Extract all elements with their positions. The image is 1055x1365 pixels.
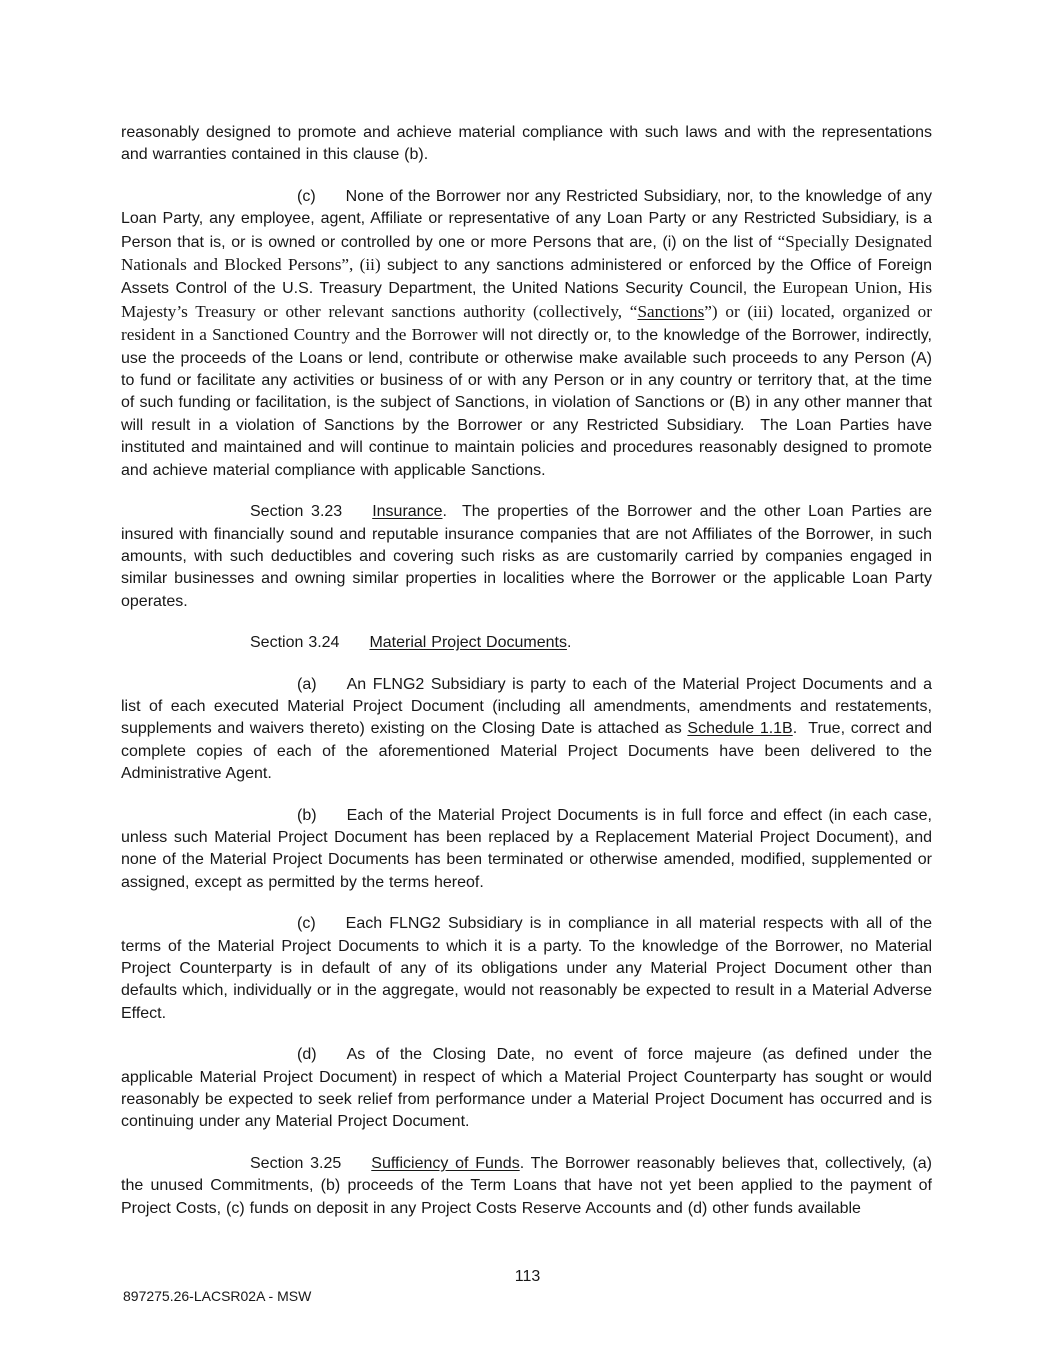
defined-term-sanctions: Sanctions bbox=[637, 301, 705, 321]
text-run: Each FLNG2 Subsidiary is in compliance in all material respects with all of the terms of the Material Project Documents to which it is a party. To the knowledge of the Borrower, no Material Project Counterparty is in default of any of its obligations under any Material Project Document other than defaults which, individually or in the aggregate, would not reasonably be expected to result in a Material Adverse Effect. bbox=[121, 915, 937, 1022]
tab-space bbox=[342, 515, 372, 516]
text-run: As of the Closing Date, no event of force majeure (as defined under the applicable Material Project Document) in respect of which a Material Project Counterparty has sought or would reasonably be expected to seek relief from performance under a Material Project Document has occurred and is continuing under any Material Project Document. bbox=[121, 1046, 937, 1131]
tab-space bbox=[339, 646, 369, 647]
text-run: . The properties of the Borrower and the other Loan Parties are insured with financially sound and reputable insurance companies that are not Affiliates of the Borrower, in such amounts, with such deductibles and covering such risks as are customarily carried by companies engaged in similar businesses and owning similar properties in localities where the Borrower or the applicable Loan Party operates. bbox=[121, 503, 937, 610]
document-body bbox=[121, 122, 937, 1239]
text-run: Each of the Material Project Documents is in full force and effect (in each case, unless such Material Project Document has been replaced by a Replacement Material Project Document), and none of the Material Project Documents has been terminated or otherwise amended, modified, supplemented or assigned, except as permitted by the terms hereof. bbox=[121, 806, 937, 891]
page-number: 113 bbox=[514, 1268, 541, 1285]
clause-label: (d) bbox=[297, 1046, 317, 1064]
section-number: Section 3.24 bbox=[250, 634, 340, 652]
paragraph-clause-b-full-force bbox=[121, 805, 937, 895]
text-run-serif: European Union, His Majesty’s Treasury or other relevant sanctions authority (collectively, “ bbox=[121, 278, 937, 321]
section-title-sufficiency-of-funds: Sufficiency of Funds bbox=[371, 1154, 520, 1172]
text-run: reasonably designed to promote and achieve material compliance with such laws and with the representations and warranties contained in this clause (b). bbox=[121, 124, 937, 164]
tab-space bbox=[317, 1058, 347, 1059]
text-run: . True, correct and complete copies of each of the aforementioned Material Project Documents have been delivered to the Administrative Agent. bbox=[121, 720, 937, 783]
text-run: . The Borrower reasonably believes that, collectively, (a) the unused Commitments, (b) proceeds of the Term Loans that have not yet been applied to the payment of Project Costs, (c) funds on deposit in any Project Costs Reserve Accounts and (d) other funds available bbox=[121, 1154, 937, 1217]
text-run-serif: “Specially Designated Nationals and Blocked Persons”, (ii) bbox=[121, 231, 937, 275]
paragraph-section-3-24-heading bbox=[121, 632, 932, 654]
schedule-reference: Schedule 1.1B bbox=[687, 720, 793, 738]
tab-space bbox=[316, 927, 346, 928]
paragraph-clause-c-compliance bbox=[121, 913, 937, 1025]
clause-label: (a) bbox=[297, 675, 317, 693]
clause-label: (c) bbox=[297, 187, 316, 205]
section-title-insurance: Insurance bbox=[372, 503, 443, 521]
paragraph-continuation bbox=[121, 122, 937, 167]
tab-space bbox=[317, 688, 347, 689]
text-run: . bbox=[566, 634, 572, 652]
text-run: None of the Borrower nor any Restricted Subsidiary, nor, to the knowledge of any Loan Party, any employee, agent, Affiliate or representative of any Loan Party or any Restricted Subsidiary, is a Person that is, or is owned or controlled by one or more Persons that are, (i) on the list of bbox=[121, 187, 937, 251]
paragraph-section-3-25-sufficiency-of-funds bbox=[121, 1153, 937, 1220]
section-title-material-project-documents: Material Project Documents bbox=[369, 634, 567, 652]
clause-label: (b) bbox=[297, 806, 317, 824]
section-number: Section 3.25 bbox=[250, 1154, 342, 1172]
tab-space bbox=[341, 1167, 371, 1168]
paragraph-clause-a-material-project-documents bbox=[121, 674, 937, 786]
paragraph-section-3-23-insurance bbox=[121, 501, 937, 613]
text-run: subject to any sanctions administered or enforced by the Office of Foreign Assets Control of the U.S. Treasury Department, the United Nations Security Council, the bbox=[121, 257, 937, 298]
tab-space bbox=[317, 819, 347, 820]
tab-space bbox=[316, 200, 346, 201]
text-run: will not directly or, to the knowledge of the Borrower, indirectly, use the proceeds of the Loans or lend, contribute or otherwise make available such proceeds to any Person (A) to fund or facilitate any activities or business of or with any Person or in any country or territory that, at the time of such funding or facilitation, is the subject of Sanctions, in violation of Sanctions or (B) in any other manner that will result in a violation of Sanctions by the Borrower or any Restricted Subsidiary. The Loan Parties have instituted and maintained and will continue to maintain policies and procedures reasonably designed to promote and achieve material compliance with applicable Sanctions. bbox=[121, 327, 937, 479]
text-run: An FLNG2 Subsidiary is party to each of the Material Project Documents and a list of each executed Material Project Document (including all amendments, amendments and restatements, supplements and waivers thereto) existing on the Closing Date is attached as bbox=[121, 675, 937, 738]
document-id-footer: 897275.26-LACSR02A - MSW bbox=[123, 1288, 312, 1304]
section-number: Section 3.23 bbox=[250, 503, 343, 521]
clause-label: (c) bbox=[297, 915, 316, 933]
text-run-serif: ”) or (iii) located, organized or resident in a Sanctioned Country and the Borrower bbox=[121, 301, 937, 345]
paragraph-clause-c-sanctions bbox=[121, 186, 937, 482]
paragraph-clause-d-force-majeure bbox=[121, 1044, 937, 1134]
